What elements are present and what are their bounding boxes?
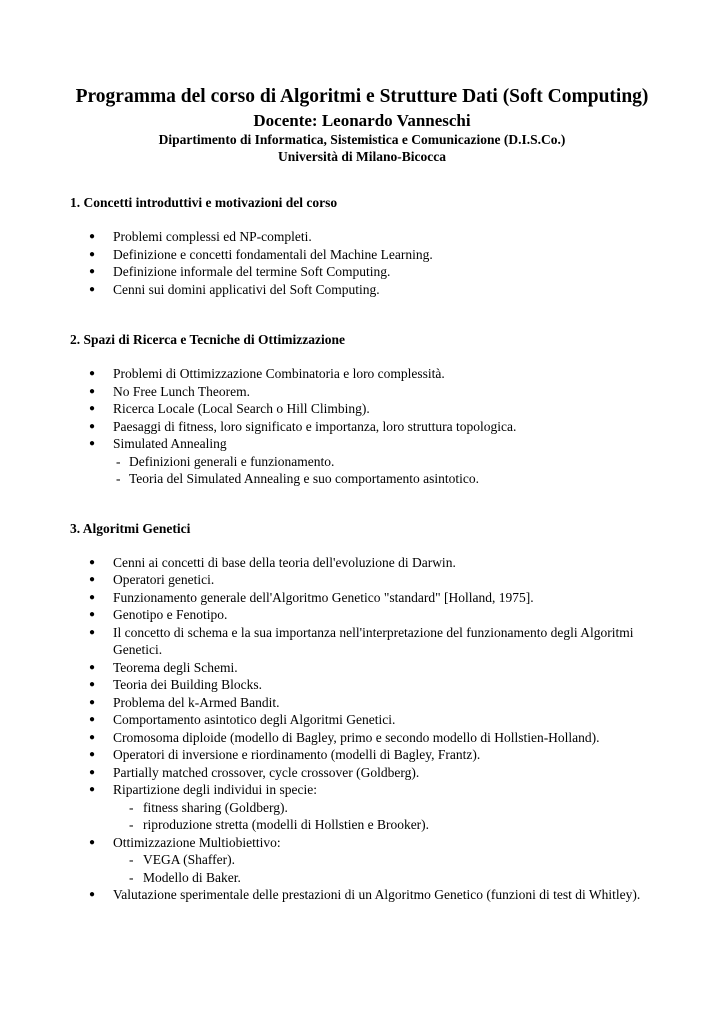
list-item-text: Genotipo e Fenotipo. [113,607,228,622]
document-title: Programma del corso di Algoritmi e Strutture Dati (Soft Computing) [75,86,649,107]
list-item [70,554,654,572]
sub-list-item-text: riproduzione stretta (modelli di Hollstien e Brooker). [143,817,430,832]
list-item-text: Problemi complessi ed NP-completi. [113,229,312,244]
department-name: Dipartimento di Informatica, Sistemistica e Comunicazione (D.I.S.Co.) [158,132,566,147]
list-item [70,589,654,607]
bullet-icon: ● [89,714,96,725]
section-title: 1. Concetti introduttivi e motivazioni del corso [70,195,338,210]
bullet-icon: ● [89,438,96,449]
list-item [70,834,654,887]
list-item-text: Paesaggi di fitness, loro significato e importanza, loro struttura topologica. [113,418,517,434]
bullet-icon: ● [89,574,96,585]
list-item [70,606,654,624]
sub-list-item-text: fitness sharing (Goldberg). [143,799,288,815]
list-item-text: Definizione informale del termine Soft Computing. [113,264,391,279]
list-item [70,711,654,729]
list-item [70,781,654,834]
document-header [70,84,654,165]
bullet-icon: ● [89,661,96,673]
list-item [70,263,654,281]
bullet-icon: ● [89,248,96,260]
list-item [70,694,654,712]
sub-list-item-text: Modello di Baker. [143,869,241,885]
bullet-icon: ● [89,266,96,277]
bullet-icon: ● [89,836,96,848]
bullet-icon: ● [89,784,96,795]
sub-list-item [113,453,654,471]
list-item-text: Partially matched crossover, cycle crossover (Goldberg). [113,764,420,780]
list-item-text: Operatori genetici. [113,572,215,587]
bullet-icon: ● [89,283,96,295]
list-item [70,659,654,677]
topic-list [70,365,654,488]
bullet-icon: ● [89,231,96,242]
section-title: 3. Algoritmi Genetici [70,520,191,536]
sub-list-item [113,799,654,817]
list-item [70,676,654,694]
sub-list-item [113,470,654,488]
list-item-text: Definizione e concetti fondamentali del Machine Learning. [113,246,433,262]
list-item-text: Ricerca Locale (Local Search o Hill Climbing). [113,401,370,416]
list-item-text: Problemi di Ottimizzazione Combinatoria e loro complessità. [113,366,445,381]
bullet-icon: ● [89,889,96,900]
list-item [70,365,654,383]
list-item-text: Teoria dei Building Blocks. [113,677,263,692]
list-item [70,383,654,401]
sub-list-item [113,869,654,887]
topic-list [70,228,654,298]
list-item-text: Comportamento asintotico degli Algoritmi Genetici. [113,712,396,727]
list-item-text: No Free Lunch Theorem. [113,383,250,399]
dash-marker: - [116,471,121,486]
dash-marker: - [129,852,134,867]
sub-list-item [113,851,654,869]
list-item [70,729,654,747]
section-2 [70,331,654,488]
list-item-text: Il concetto di schema e la sua importanza nell'interpretazione del funzionamento degli Algoritmi Genetici. [113,624,634,657]
list-item [70,246,654,264]
bullet-icon: ● [89,679,96,690]
list-item [70,571,654,589]
sub-list [113,453,654,488]
list-item [70,764,654,782]
bullet-icon: ● [89,403,96,414]
dash-marker: - [129,799,134,815]
list-item-text: Simulated Annealing [113,436,227,451]
list-item-text: Ripartizione degli individui in specie: [113,782,317,797]
dash-marker: - [129,817,134,832]
sub-list-item-text: Definizioni generali e funzionamento. [129,453,335,469]
sub-list-item [113,816,654,834]
list-item [70,228,654,246]
dash-marker: - [129,869,134,885]
dash-marker: - [116,453,121,469]
section-3 [70,520,654,904]
bullet-icon: ● [89,731,96,743]
bullet-icon: ● [89,626,96,638]
list-item [70,418,654,436]
list-item [70,624,654,659]
list-item-text: Teorema degli Schemi. [113,659,238,675]
topic-list [70,554,654,904]
list-item-text: Ottimizzazione Multiobiettivo: [113,834,281,850]
list-item-text: Problema del k-Armed Bandit. [113,694,280,710]
bullet-icon: ● [89,766,96,778]
bullet-icon: ● [89,696,96,708]
sub-list-item-text: VEGA (Shaffer). [143,852,235,867]
bullet-icon: ● [89,749,96,760]
list-item [70,281,654,299]
bullet-icon: ● [89,385,96,397]
section-1 [70,194,654,298]
list-item [70,746,654,764]
bullet-icon: ● [89,609,96,620]
lecturer-name: Docente: Leonardo Vanneschi [253,111,471,130]
list-item-text: Cenni sui domini applicativi del Soft Computing. [113,281,380,297]
list-item [70,886,654,904]
sub-list-item-text: Teoria del Simulated Annealing e suo comportamento asintotico. [129,471,479,486]
list-item-text: Cromosoma diploide (modello di Bagley, primo e secondo modello di Hollstien-Holland). [113,729,600,745]
sub-list [113,799,654,834]
sub-list [113,851,654,886]
list-item-text: Operatori di inversione e riordinamento (modelli di Bagley, Frantz). [113,747,481,762]
list-item-text: Funzionamento generale dell'Algoritmo Genetico "standard" [Holland, 1975]. [113,589,534,605]
bullet-icon: ● [89,591,96,603]
university-name: Università di Milano-Bicocca [278,149,446,164]
list-item [70,435,654,488]
section-title: 2. Spazi di Ricerca e Tecniche di Ottimizzazione [70,332,345,347]
list-item [70,400,654,418]
bullet-icon: ● [89,420,96,432]
bullet-icon: ● [89,368,96,379]
list-item-text: Valutazione sperimentale delle prestazioni di un Algoritmo Genetico (funzioni di test di Whitley). [113,887,641,902]
list-item-text: Cenni ai concetti di base della teoria dell'evoluzione di Darwin. [113,554,456,570]
bullet-icon: ● [89,556,96,568]
